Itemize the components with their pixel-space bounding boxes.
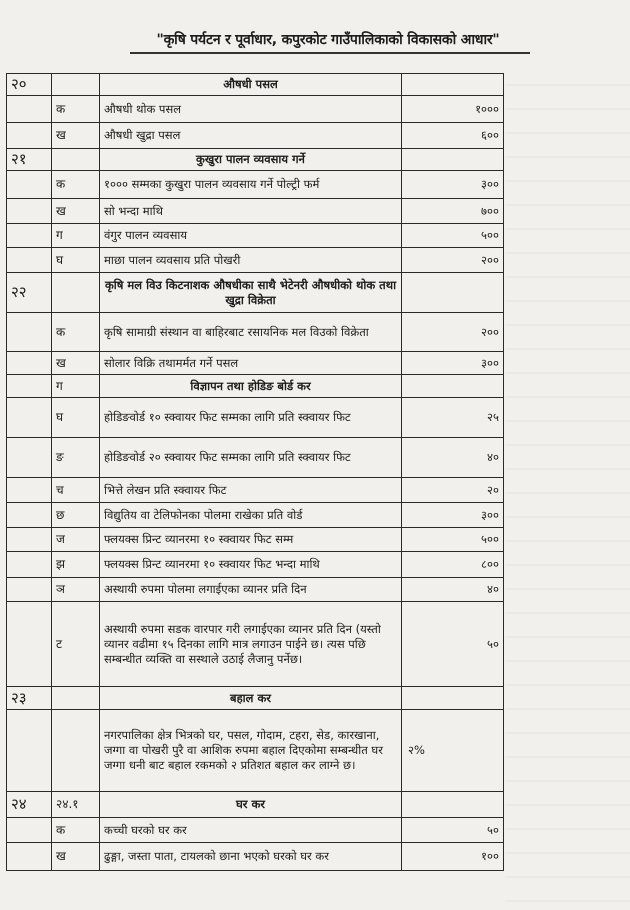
item-value: २०० [402, 248, 504, 273]
item-description: सोलार विक्रि तथामर्मत गर्ने पसल [100, 352, 402, 375]
section-title: कुखुरा पालन व्यवसाय गर्ने [100, 149, 402, 171]
item-value: २५ [402, 398, 504, 438]
item-value: ५० [402, 602, 504, 687]
item-value: ३०० [402, 171, 504, 199]
table-row [7, 503, 504, 528]
table-row [7, 843, 504, 871]
table-row [7, 478, 504, 503]
item-value: ७०० [402, 199, 504, 224]
table-row [7, 313, 504, 352]
sub-letter: छ [52, 503, 100, 528]
table-row [7, 375, 504, 398]
table-row [7, 552, 504, 578]
serial-number: २१ [7, 149, 52, 171]
item-description: विद्युतिय वा टेलिफोनका पोलमा राखेका प्रति वोर्ड [100, 503, 402, 528]
sub-letter: ख [52, 123, 100, 149]
item-description: कच्ची घरको घर कर [100, 818, 402, 843]
table-row [7, 248, 504, 273]
sub-letter: घ [52, 398, 100, 438]
table-row [7, 199, 504, 224]
sub-letter: क [52, 171, 100, 199]
table-row [7, 273, 504, 313]
table-row [7, 171, 504, 199]
item-value: ५०० [402, 224, 504, 248]
tax-rate-table [6, 73, 504, 871]
section-title: घर कर [100, 792, 402, 818]
serial-number: २२ [7, 273, 52, 313]
table-row [7, 398, 504, 438]
sub-letter: ख [52, 352, 100, 375]
item-description: फ्लयक्स प्रिन्ट व्यानरमा १० स्क्वायर फिट सम्म [100, 528, 402, 552]
table-row [7, 352, 504, 375]
item-description: होडिङवोर्ड १० स्क्वायर फिट सम्मका लागि प्रति स्क्वायर फिट [100, 398, 402, 438]
item-value: ८०० [402, 552, 504, 578]
item-description: औषधी खुद्रा पसल [100, 123, 402, 149]
item-description: सो भन्दा माथि [100, 199, 402, 224]
item-description: ढुङ्गा, जस्ता पाता, टायलको छाना भएको घरको घर कर [100, 843, 402, 871]
item-description: फ्लयक्स प्रिन्ट व्यानरमा १० स्क्वायर फिट भन्दा माथि [100, 552, 402, 578]
sub-letter: क [52, 96, 100, 123]
table-row [7, 578, 504, 602]
item-description: अस्थायी रुपमा सडक वारपार गरी लगाईएका व्यानर प्रति दिन (यस्तो व्यानर वढीमा १५ दिनका लागि मात्र लगाउन पाईने छ। त्यस पछि सम्बन्धीत व्यक्ति वा सस्थाले उठाई लैजानु पर्नेछ। [100, 602, 402, 687]
sub-letter: क [52, 313, 100, 352]
sub-letter: ट [52, 602, 100, 687]
sub-number: २४.१ [52, 792, 100, 818]
sub-letter: ख [52, 843, 100, 871]
item-value: ६०० [402, 123, 504, 149]
serial-number: २३ [7, 687, 52, 710]
sub-letter: ज [52, 528, 100, 552]
section-title: विज्ञापन तथा होडिङ बोर्ड कर [100, 375, 402, 398]
table-row [7, 687, 504, 710]
item-description: अस्थायी रुपमा पोलमा लगाईएका व्यानर प्रति दिन [100, 578, 402, 602]
sub-letter: ग [52, 224, 100, 248]
table-row [7, 224, 504, 248]
item-description: नगरपालिका क्षेत्र भित्रको घर, पसल, गोदाम, टहरा, सेड, कारखाना, जग्गा वा पोखरी पुरै वा आशिक रुपमा बहाल दिएकोमा सम्बन्धीत घर जग्गा धनी बाट बहाल रकमको २ प्रतिशत बहाल कर लाग्ने छ। [100, 710, 402, 792]
table-row [7, 602, 504, 687]
item-value: २०० [402, 313, 504, 352]
bleed-through-shadow [505, 62, 630, 907]
item-value: १०० [402, 843, 504, 871]
item-description: भित्ते लेखन प्रति स्क्वायर फिट [100, 478, 402, 503]
item-description: औषधी थोक पसल [100, 96, 402, 123]
item-value: २% [402, 710, 504, 792]
item-description: वंगुर पालन व्यवसाय [100, 224, 402, 248]
sub-letter: ग [52, 375, 100, 398]
sub-letter: झ [52, 552, 100, 578]
table-row [7, 818, 504, 843]
page-header-title: "कृषि पर्यटन र पूर्वाधार, कपुरकोट गाउँपालिकाको विकासको आधार" [156, 32, 500, 48]
sub-letter: ङ [52, 438, 100, 478]
item-description: माछा पालन व्यवसाय प्रति पोखरी [100, 248, 402, 273]
table-row [7, 96, 504, 123]
serial-number: २० [7, 74, 52, 96]
sub-letter: च [52, 478, 100, 503]
serial-number: २४ [7, 792, 52, 818]
item-value: ३०० [402, 503, 504, 528]
section-title: बहाल कर [100, 687, 402, 710]
item-value: ५० [402, 818, 504, 843]
table-row [7, 149, 504, 171]
item-description: १००० सम्मका कुखुरा पालन व्यवसाय गर्ने पोल्ट्री फर्म [100, 171, 402, 199]
table-row [7, 123, 504, 149]
table-row [7, 528, 504, 552]
item-value: ५०० [402, 528, 504, 552]
table-row [7, 792, 504, 818]
item-value: ४० [402, 578, 504, 602]
item-value: ४० [402, 438, 504, 478]
table-row [7, 438, 504, 478]
sub-letter: क [52, 818, 100, 843]
sub-letter: घ [52, 248, 100, 273]
table-row [7, 74, 504, 96]
section-title: कृषि मल विउ किटनाशक औषधीका साथै भेटेनरी औषधीको थोक तथा खुद्रा विक्रेता [100, 273, 402, 313]
item-description: कृषि सामाग्री संस्थान वा बाहिरबाट रसायनिक मल विउको विक्रेता [100, 313, 402, 352]
item-description: होडिङवोर्ड २० स्क्वायर फिट सम्मका लागि प्रति स्क्वायर फिट [100, 438, 402, 478]
section-title: औषधी पसल [100, 74, 402, 96]
item-value: २० [402, 478, 504, 503]
sub-letter: ञ [52, 578, 100, 602]
item-value: ३०० [402, 352, 504, 375]
sub-letter: ख [52, 199, 100, 224]
header-underline [130, 52, 530, 54]
item-value: १००० [402, 96, 504, 123]
table-row [7, 710, 504, 792]
